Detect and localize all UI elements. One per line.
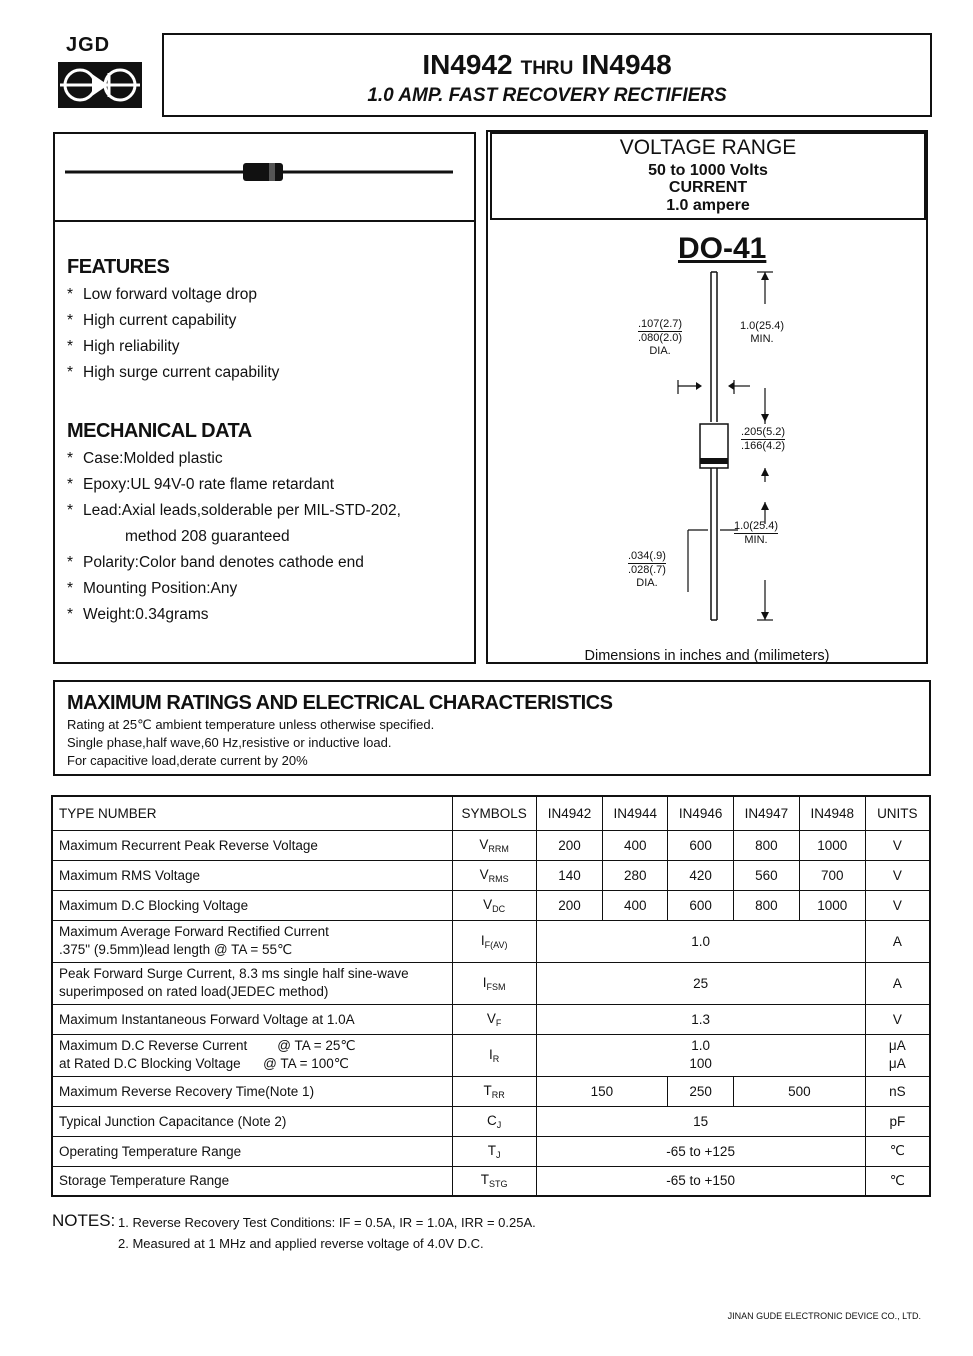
dim-lead-length-top: 1.0(25.4) MIN. <box>740 320 785 345</box>
value-cell: 600 <box>668 830 734 860</box>
value-cell: 1000 <box>799 830 865 860</box>
header-cell: SYMBOLS <box>452 796 536 830</box>
panel-divider <box>55 220 474 222</box>
list-item: * Polarity:Color band denotes cathode end <box>67 554 364 571</box>
title-thru: THRU <box>520 58 574 79</box>
header-cell: IN4944 <box>603 796 668 830</box>
symbol-cell: $V_{RRM}$ <box>452 830 536 860</box>
mechanical-heading: MECHANICAL DATA <box>67 420 252 442</box>
symbol-cell: $V_F$ <box>452 1004 536 1034</box>
param-cell: Maximum D.C Blocking Voltage <box>52 890 452 920</box>
value-cell: 1.0 <box>536 920 865 962</box>
title-part-to: IN4948 <box>581 49 672 80</box>
table-row <box>52 1034 930 1076</box>
list-item: * Mounting Position:Any <box>67 580 238 597</box>
value-cell: -65 to +125 <box>536 1136 865 1166</box>
unit-cell: V <box>865 890 930 920</box>
table-row <box>52 860 930 890</box>
param-cell: Maximum Average Forward Rectified Current .375" (9.5mm)lead length @ TA = 55℃ <box>52 920 452 962</box>
value-cell: 1.3 <box>536 1004 865 1034</box>
mechanical-list <box>67 446 401 628</box>
value-cell: 400 <box>603 890 668 920</box>
param-cell: Maximum Instantaneous Forward Voltage at 1.0A <box>52 1004 452 1034</box>
value-cell: 25 <box>536 962 865 1004</box>
unit-cell: A <box>865 920 930 962</box>
header-cell: UNITS <box>865 796 930 830</box>
table-row <box>52 890 930 920</box>
package-name: DO-41 <box>678 232 767 265</box>
value-cell: 150 <box>536 1076 668 1106</box>
value-cell: -65 to +150 <box>536 1166 865 1196</box>
page-subtitle: 1.0 AMP. FAST RECOVERY RECTIFIERS <box>367 85 727 106</box>
unit-cell: nS <box>865 1076 930 1106</box>
table-row <box>52 1166 930 1196</box>
list-item: * Lead:Axial leads,solderable per MIL-STD-202, <box>67 502 401 519</box>
dim-lead-length-bottom: 1.0(25.4) MIN. <box>734 520 779 546</box>
header-cell: IN4946 <box>668 796 734 830</box>
voltage-range-box <box>490 132 926 220</box>
value-cell: 800 <box>734 890 800 920</box>
footer-company: JINAN GUDE ELECTRONIC DEVICE CO., LTD. <box>727 1311 921 1321</box>
title-part-from: IN4942 <box>422 49 513 80</box>
dim-lead-dia: .107(2.7) .080(2.0) DIA. <box>638 318 683 357</box>
dim-wire-dia: .034(.9) .028(.7) DIA. <box>628 550 666 589</box>
list-item: * Epoxy:UL 94V-0 rate flame retardant <box>67 476 335 493</box>
value-cell: 800 <box>734 830 800 860</box>
voltage-range-value: 50 to 1000 Volts <box>648 162 768 179</box>
unit-cell: V <box>865 1004 930 1034</box>
unit-cell: V <box>865 830 930 860</box>
title-box <box>162 33 932 117</box>
table-header-row <box>52 796 930 830</box>
ratings-heading: MAXIMUM RATINGS AND ELECTRICAL CHARACTERISTICS <box>67 692 613 714</box>
table-row <box>52 920 930 962</box>
value-cell: 560 <box>734 860 800 890</box>
header-cell: IN4948 <box>799 796 865 830</box>
voltage-range-heading: VOLTAGE RANGE <box>619 136 797 159</box>
param-cell: Operating Temperature Range <box>52 1136 452 1166</box>
symbol-cell: $V_{RMS}$ <box>452 860 536 890</box>
table-row <box>52 830 930 860</box>
value-cell: 140 <box>536 860 603 890</box>
value-cell: 600 <box>668 890 734 920</box>
rating-condition: Single phase,half wave,60 Hz,resistive or inductive load. <box>67 735 392 750</box>
param-cell: Peak Forward Surge Current, 8.3 ms single half sine-wave superimposed on rated load(JEDEC method) <box>52 962 452 1004</box>
package-panel <box>486 130 928 664</box>
unit-cell: ℃ <box>865 1166 930 1196</box>
header-cell: IN4947 <box>734 796 800 830</box>
rating-condition: Rating at 25℃ ambient temperature unless otherwise specified. <box>67 717 435 732</box>
do41-outline-drawing <box>488 262 926 662</box>
list-item: method 208 guaranteed <box>125 528 290 545</box>
features-panel <box>53 132 476 664</box>
value-cell: 250 <box>668 1076 734 1106</box>
list-item: * Weight:0.34grams <box>67 606 209 623</box>
unit-cell: pF <box>865 1106 930 1136</box>
diode-logo-icon <box>58 62 142 108</box>
table-row <box>52 1136 930 1166</box>
symbol-cell: $I_R$ <box>452 1034 536 1076</box>
current-heading: CURRENT <box>668 179 748 196</box>
unit-cell: ℃ <box>865 1136 930 1166</box>
features-list <box>67 282 279 386</box>
symbol-cell: $T_{RR}$ <box>452 1076 536 1106</box>
rating-condition: For capacitive load,derate current by 20% <box>67 753 308 768</box>
note-2: 2. Measured at 1 MHz and applied reverse voltage of 4.0V D.C. <box>118 1236 484 1251</box>
dimensions-caption: Dimensions in inches and (milimeters) <box>584 648 830 664</box>
value-cell: 1.0 100 <box>536 1034 865 1076</box>
list-item: * Case:Molded plastic <box>67 450 223 467</box>
param-cell: Maximum Reverse Recovery Time(Note 1) <box>52 1076 452 1106</box>
unit-cell: μA μA <box>865 1034 930 1076</box>
table-row <box>52 1004 930 1034</box>
list-item: * High current capability <box>67 312 237 329</box>
value-cell: 280 <box>603 860 668 890</box>
symbol-cell: $T_J$ <box>452 1136 536 1166</box>
list-item: * High reliability <box>67 338 180 355</box>
page-title <box>164 49 930 81</box>
value-cell: 400 <box>603 830 668 860</box>
symbol-cell: $I_{FSM}$ <box>452 962 536 1004</box>
current-value: 1.0 ampere <box>666 197 750 214</box>
value-cell: 700 <box>799 860 865 890</box>
unit-cell: A <box>865 962 930 1004</box>
list-item: * High surge current capability <box>67 364 280 381</box>
axial-diode-icon <box>63 160 455 188</box>
value-cell: 1000 <box>799 890 865 920</box>
company-logo-text: JGD <box>66 34 111 56</box>
value-cell: 200 <box>536 890 603 920</box>
header-cell: TYPE NUMBER <box>52 796 452 830</box>
list-item: * Low forward voltage drop <box>67 286 258 303</box>
value-cell: 420 <box>668 860 734 890</box>
param-cell: Maximum D.C Reverse Current @ TA = 25℃ at Rated D.C Blocking Voltage @ TA = 100℃ <box>52 1034 452 1076</box>
features-heading: FEATURES <box>67 256 170 278</box>
symbol-cell: $I_{F(AV)}$ <box>452 920 536 962</box>
param-cell: Maximum Recurrent Peak Reverse Voltage <box>52 830 452 860</box>
dim-body-length: .205(5.2) .166(4.2) <box>741 426 786 452</box>
symbol-cell: $V_{DC}$ <box>452 890 536 920</box>
symbol-cell: $C_J$ <box>452 1106 536 1136</box>
param-cell: Typical Junction Capacitance (Note 2) <box>52 1106 452 1136</box>
characteristics-table <box>51 795 931 1197</box>
param-cell: Maximum RMS Voltage <box>52 860 452 890</box>
notes-label: NOTES: <box>52 1211 116 1230</box>
param-cell: Storage Temperature Range <box>52 1166 452 1196</box>
table-row <box>52 1106 930 1136</box>
ratings-box <box>53 680 931 776</box>
value-cell: 500 <box>734 1076 866 1106</box>
symbol-cell: $T_{STG}$ <box>452 1166 536 1196</box>
table-row <box>52 962 930 1004</box>
note-1: 1. Reverse Recovery Test Conditions: IF = 0.5A, IR = 1.0A, IRR = 0.25A. <box>118 1215 536 1230</box>
header-cell: IN4942 <box>536 796 603 830</box>
unit-cell: V <box>865 860 930 890</box>
value-cell: 200 <box>536 830 603 860</box>
value-cell: 15 <box>536 1106 865 1136</box>
table-row <box>52 1076 930 1106</box>
